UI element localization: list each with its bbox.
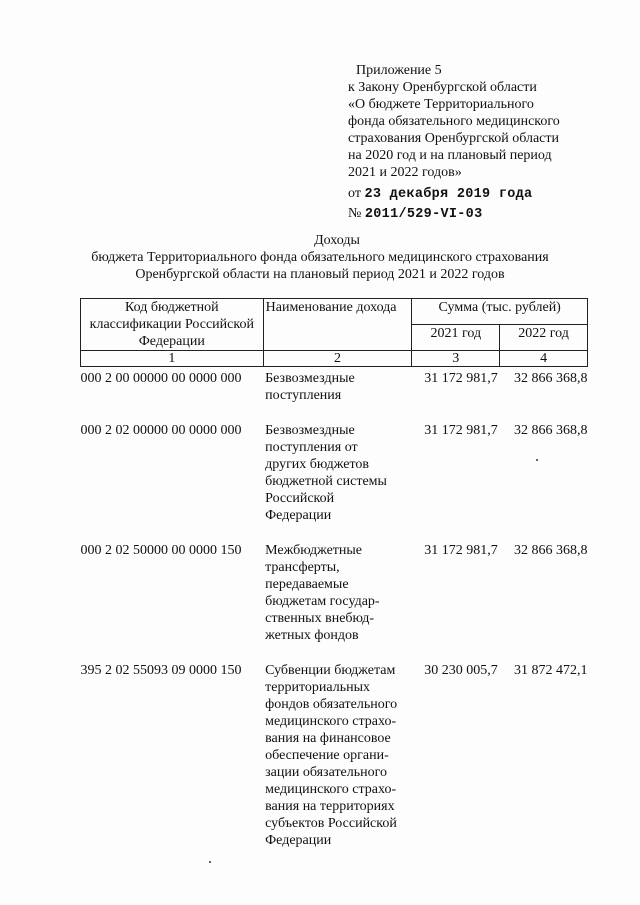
scan-speck [536, 459, 538, 461]
title-line-2: бюджета Территориального фонда обязательного медицинского страхования [91, 250, 549, 265]
law-date: 23 декабря 2019 года [364, 187, 533, 202]
row-name-line: поступления [265, 388, 342, 403]
row-name-line: Межбюджетные [265, 543, 363, 558]
row-name-line: Федерации [265, 833, 332, 848]
row-amount-2021: 31 172 981,7 [424, 543, 498, 558]
row-name-line: Безвозмездные [265, 371, 355, 386]
row-amount-2022: 31 872 472,1 [514, 663, 588, 678]
row-name-line: поступления от [265, 440, 358, 455]
title-line-3: Оренбургской области на плановый период 2021 и 2022 годов [135, 267, 505, 282]
row-name-line: ственных внебюд- [265, 611, 375, 626]
appendix-line: 2021 и 2022 годов» [348, 165, 462, 180]
income-table [80, 298, 588, 864]
row-name-line: зации обязательного [265, 765, 388, 780]
row-code: 000 2 00 00000 00 0000 000 [80, 371, 242, 386]
row-name [263, 367, 412, 420]
column-number: 2 [263, 351, 412, 367]
row-name [263, 539, 412, 659]
appendix-line: страхования Оренбургской области [348, 131, 559, 146]
header-year-2022: 2022 год [500, 325, 588, 351]
law-number-line [348, 204, 532, 224]
column-number: 3 [412, 351, 500, 367]
row-code: 000 2 02 00000 00 0000 000 [80, 423, 242, 438]
header-sum: Сумма (тыс. рублей) [412, 299, 588, 325]
table-row [81, 539, 588, 659]
table-row [81, 659, 588, 864]
header-year-2021: 2021 год [412, 325, 500, 351]
row-name-line: передаваемые [265, 577, 349, 592]
table-row [81, 367, 588, 420]
row-name-line: трансферты, [265, 560, 340, 575]
row-amount-2022: 32 866 368,8 [514, 371, 588, 386]
header-name: Наименование дохода [263, 299, 412, 351]
row-name [263, 659, 412, 864]
appendix-title: Приложение 5 [356, 63, 442, 78]
title-line-1: Доходы [314, 233, 360, 248]
appendix-line: на 2020 год и на плановый период [348, 148, 552, 163]
row-name-line: Субвенции бюджетам [265, 663, 396, 678]
row-name-line: бюджетной системы [265, 474, 387, 489]
row-name-line: обеспечение органи- [265, 748, 389, 763]
row-name-line: территориальных [265, 680, 370, 695]
row-name [263, 419, 412, 539]
column-number: 1 [81, 351, 264, 367]
appendix-line: к Закону Оренбургской области [348, 80, 537, 95]
law-date-number [348, 184, 532, 224]
row-name-line: субъектов Российской [265, 816, 397, 831]
row-name-line: Федерации [265, 508, 332, 523]
appendix-line: «О бюджете Территориального [348, 97, 534, 112]
row-name-line: медицинского страхо- [265, 714, 397, 729]
appendix-block [348, 62, 618, 181]
row-name-line: фондов обязательного [265, 697, 398, 712]
row-amount-2021: 31 172 981,7 [424, 423, 498, 438]
row-amount-2021: 31 172 981,7 [424, 371, 498, 386]
row-amount-2021: 30 230 005,7 [424, 663, 498, 678]
date-prefix: от [348, 186, 361, 201]
law-date-line [348, 184, 532, 204]
row-name-line: медицинского страхо- [265, 782, 397, 797]
row-name-line: бюджетам государ- [265, 594, 380, 609]
law-number: 2011/529-VI-03 [364, 207, 483, 222]
row-name-line: вания на территориях [265, 799, 395, 814]
row-amount-2022: 32 866 368,8 [514, 423, 588, 438]
scan-speck [209, 861, 211, 863]
row-name-line: других бюджетов [265, 457, 370, 472]
column-number: 4 [500, 351, 588, 367]
number-prefix: № [348, 206, 362, 221]
header-code: Код бюджетной классификации Российской Федерации [81, 299, 264, 351]
row-name-line: вания на финансовое [265, 731, 391, 746]
row-code: 395 2 02 55093 09 0000 150 [80, 663, 242, 678]
row-name-line: Российской [265, 491, 335, 506]
document-title [0, 232, 640, 283]
row-name-line: Безвозмездные [265, 423, 355, 438]
row-name-line: жетных фондов [265, 628, 359, 643]
appendix-line: фонда обязательного медицинского [348, 114, 560, 129]
row-amount-2022: 32 866 368,8 [514, 543, 588, 558]
table-row [81, 419, 588, 539]
row-code: 000 2 02 50000 00 0000 150 [80, 543, 242, 558]
